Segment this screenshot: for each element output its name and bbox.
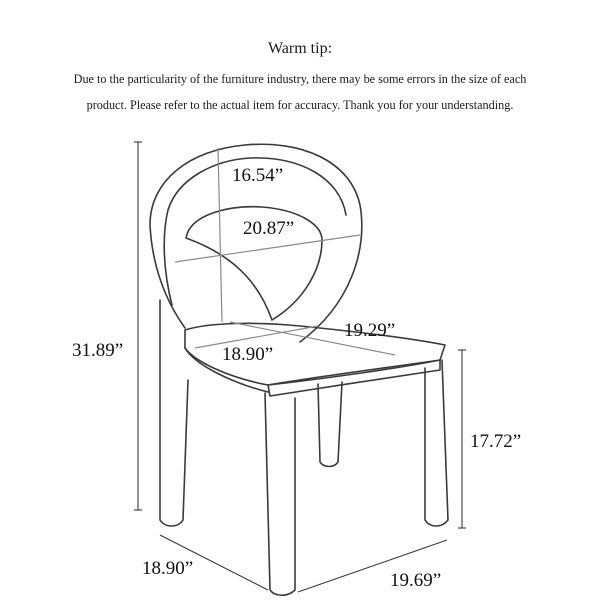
label-backrest-height: 20.87” (243, 218, 295, 239)
measure-backrest-width (218, 148, 222, 322)
label-backrest-width: 16.54” (232, 165, 284, 186)
label-seat-width: 18.90” (222, 344, 274, 365)
label-seat-height: 17.72” (470, 431, 522, 452)
label-total-height: 31.89” (72, 340, 124, 361)
warm-tip-text-line-1: Due to the particularity of the furniture industry, there may be some errors in the size of each (73, 72, 527, 86)
leg-front-right (425, 360, 448, 526)
warm-tip-title: Warm tip: (267, 40, 333, 57)
label-base-depth: 18.90” (142, 558, 194, 579)
leg-back-left (160, 300, 188, 526)
warm-tip-text-line-2: product. Please refer to the actual item for accuracy. Thank you for your understanding. (86, 98, 514, 112)
leg-back-right (318, 382, 342, 467)
label-seat-depth: 19.29” (344, 320, 396, 341)
label-base-width: 19.69” (390, 570, 442, 591)
leg-front-left (265, 393, 295, 595)
